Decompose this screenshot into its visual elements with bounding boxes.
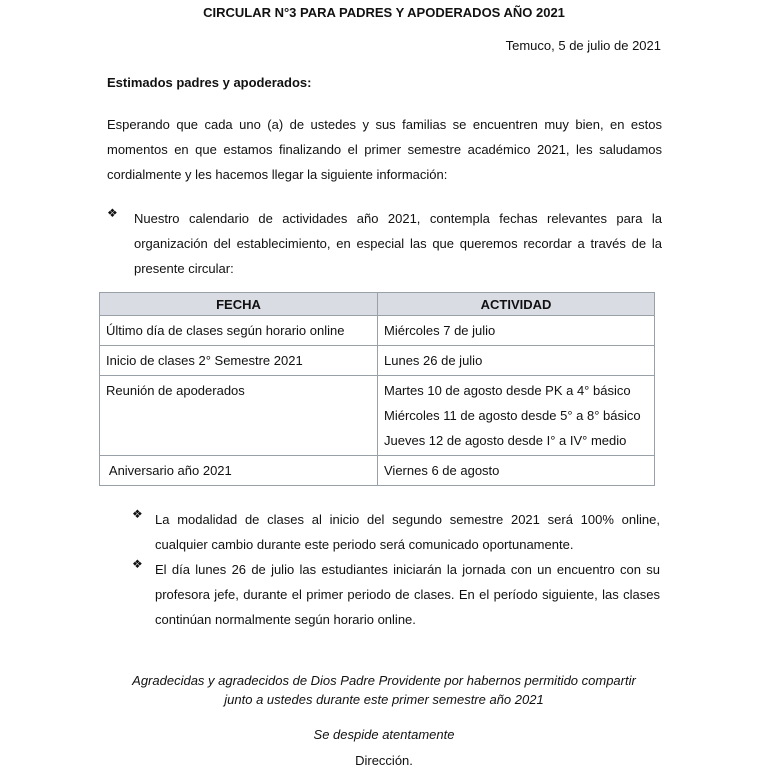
actividad-cell: Miércoles 7 de julio	[378, 316, 655, 346]
table-row	[100, 456, 655, 486]
table-row	[100, 316, 655, 346]
table-row	[100, 376, 655, 456]
date-line: Temuco, 5 de julio de 2021	[505, 38, 661, 53]
farewell: Se despide atentamente	[313, 727, 455, 742]
actividad-line: Miércoles 11 de agosto desde 5° a 8° básico	[384, 408, 641, 423]
bullet-modality-text: La modalidad de clases al inicio del segundo semestre 2021 será 100% online, cualquier cambio durante este periodo será comunicado oportunamente.	[155, 512, 660, 552]
activities-table	[99, 292, 655, 486]
table-row	[100, 346, 655, 376]
fecha-cell: Aniversario año 2021	[100, 456, 378, 486]
actividad-line: Martes 10 de agosto desde PK a 4° básico	[384, 383, 631, 398]
actividad-cell: Lunes 26 de julio	[378, 346, 655, 376]
actividad-cell	[378, 376, 655, 456]
actividad-line: Jueves 12 de agosto desde I° a IV° medio	[384, 433, 627, 448]
bullet-diamond-icon: ❖	[132, 557, 143, 571]
bullet-first-day-text: El día lunes 26 de julio las estudiantes iniciarán la jornada con un encuentro con su profesora jefe, durante el primer periodo de clases. En el período siguiente, las clases continúan normalmente según horario online.	[155, 562, 660, 627]
closing-line: junto a ustedes durante este primer semestre año 2021	[224, 692, 544, 707]
fecha-cell: Reunión de apoderados	[100, 376, 378, 456]
closing-line: Agradecidas y agradecidos de Dios Padre Providente por habernos permitido compartir	[132, 673, 636, 688]
document-title: CIRCULAR N°3 PARA PADRES Y APODERADOS AÑO 2021	[203, 5, 565, 20]
header-fecha: FECHA	[100, 293, 378, 316]
bullet-diamond-icon: ❖	[107, 206, 118, 220]
closing-message	[0, 671, 768, 709]
intro-paragraph: Esperando que cada uno (a) de ustedes y sus familias se encuentren muy bien, en estos momentos en que estamos finalizando el primer semestre académico 2021, les saludamos cordialmente y les hacemos llegar la siguiente información:	[107, 117, 662, 182]
bullet-diamond-icon: ❖	[132, 507, 143, 521]
greeting: Estimados padres y apoderados:	[107, 75, 312, 90]
actividad-cell: Viernes 6 de agosto	[378, 456, 655, 486]
table-header-row	[100, 293, 655, 316]
header-actividad: ACTIVIDAD	[378, 293, 655, 316]
fecha-cell: Último día de clases según horario online	[100, 316, 378, 346]
signature: Dirección.	[355, 753, 413, 768]
bullet-calendar-text: Nuestro calendario de actividades año 2021, contempla fechas relevantes para la organización del establecimiento, en especial las que queremos recordar a través de la presente circular:	[134, 211, 662, 276]
fecha-cell: Inicio de clases 2° Semestre 2021	[100, 346, 378, 376]
